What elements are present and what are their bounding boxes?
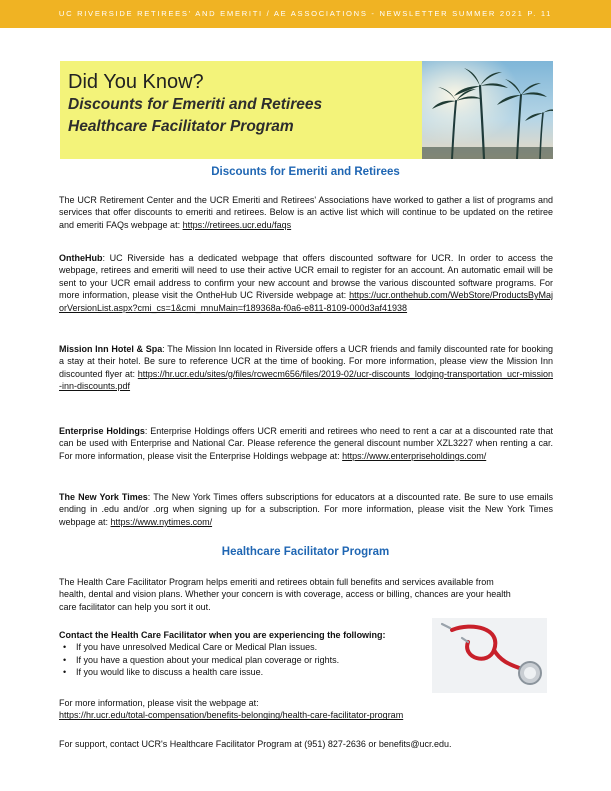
facilitator-intro-paragraph: The Health Care Facilitator Program helps emeriti and retirees obtain full benefits and services available from health, dental and vision plans. Whether your concern is with coverage, access or billing, chances are your health care facilitator can help you sort it out. (59, 577, 511, 612)
list-item: • If you have a question about your medical plan coverage or rights. (59, 654, 429, 666)
banner-subtitle-facilitator: Healthcare Facilitator Program (68, 118, 294, 135)
discounts-intro-paragraph (59, 194, 553, 231)
mission-inn-link[interactable]: https://hr.ucr.edu/sites/g/files/rcwecm656/files/2019-02/ucr-discounts_lodging-transportation_ucr-mission-inn-discounts.pdf (59, 368, 553, 392)
banner-subtitle-discounts: Discounts for Emeriti and Retirees (68, 96, 323, 113)
stethoscope-photo (432, 618, 547, 693)
facilitator-program-link[interactable]: https://hr.ucr.edu/total-compensation/benefits-belonging/health-care-facilitator-program (59, 710, 404, 721)
facilitator-contact-block (59, 629, 429, 679)
nytimes-text: : The New York Times offers subscriptions for educators at a discounted rate. Be sure to use emails ending in .edu and/or .org when signing up for a subscription. For more information, please visit the New York Times webpage at: (59, 492, 553, 527)
discounts-intro-text: The UCR Retirement Center and the UCR Emeriti and Retirees' Associations have worked to gather a list of programs and services that offer discounts to emeriti and retirees. Below is an active list which will continue to be updated on the retiree and emeriti FAQs webpage at: (59, 195, 553, 230)
list-item: • If you have unresolved Medical Care or Medical Plan issues. (59, 641, 429, 653)
more-info-block (59, 697, 553, 722)
onthehub-paragraph (59, 252, 553, 314)
onthehub-link[interactable]: https://ucr.onthehub.com/WebStore/ProductsByMajorVersionList.aspx?cmi_cs=1&cmi_mnuMain=f189368a-f0a6-e811-8109-000d3af41938 (59, 290, 553, 313)
facilitator-section-heading: Healthcare Facilitator Program (221, 546, 390, 558)
faqs-link[interactable]: https://retirees.ucr.edu/faqs (182, 219, 292, 230)
discounts-section-heading: Discounts for Emeriti and Retirees (211, 166, 400, 178)
enterprise-text: : Enterprise Holdings offers UCR emeriti and retirees who need to rent a car at a discounted rate that can be used with Enterprise and National Car. Please reference the general discount number XZL3227 when renting a car. For more information, please visit the Enterprise Holdings webpage at: (59, 426, 553, 461)
nytimes-paragraph (59, 491, 553, 528)
nytimes-link[interactable]: https://www.nytimes.com/ (110, 516, 213, 527)
list-item: • If you would like to discuss a health care issue. (59, 666, 429, 678)
onthehub-label: OntheHub (59, 253, 103, 263)
newsletter-header-text: UC RIVERSIDE RETIREES' AND EMERITI / AE ASSOCIATIONS - NEWSLETTER SUMMER 2021 P. 11 (58, 9, 553, 18)
banner-title: Did You Know? (68, 71, 204, 93)
enterprise-label: Enterprise Holdings (59, 426, 145, 436)
nytimes-label: The New York Times (59, 492, 148, 502)
enterprise-link[interactable]: https://www.enterpriseholdings.com/ (342, 450, 487, 461)
facilitator-bullet-list (59, 641, 429, 678)
enterprise-paragraph (59, 425, 553, 462)
facilitator-contact-heading: Contact the Health Care Facilitator when you are experiencing the following: (59, 630, 386, 640)
more-info-text: For more information, please visit the webpage at: (59, 698, 259, 708)
support-contact-text: For support, contact UCR's Healthcare Facilitator Program at (951) 827-2636 or benefits@ucr.edu. (59, 739, 452, 749)
mission-inn-text: : The Mission Inn located in Riverside offers a UCR friends and family discounted rate for booking a stay at their hotel. Be sure to reference UCR at the time of booking. For more information, please view the Mission Inn discounted flyer at: (59, 344, 553, 379)
mission-inn-label: Mission Inn Hotel & Spa (59, 344, 163, 354)
mission-inn-paragraph (59, 343, 553, 393)
palm-trees-photo (422, 61, 553, 159)
did-you-know-banner (60, 61, 553, 159)
onthehub-text: : UC Riverside has a dedicated webpage that offers discounted software for UCR. In order to access the webpage, retirees and emeriti will need to use their active UCR email to register for an account. An automatic email will be sent to your UCR email address to confirm your new account and browse the various discounted software programs. For more information, please visit the OntheHub UC Riverside webpage at: (59, 253, 553, 301)
newsletter-header-bar (0, 0, 611, 28)
